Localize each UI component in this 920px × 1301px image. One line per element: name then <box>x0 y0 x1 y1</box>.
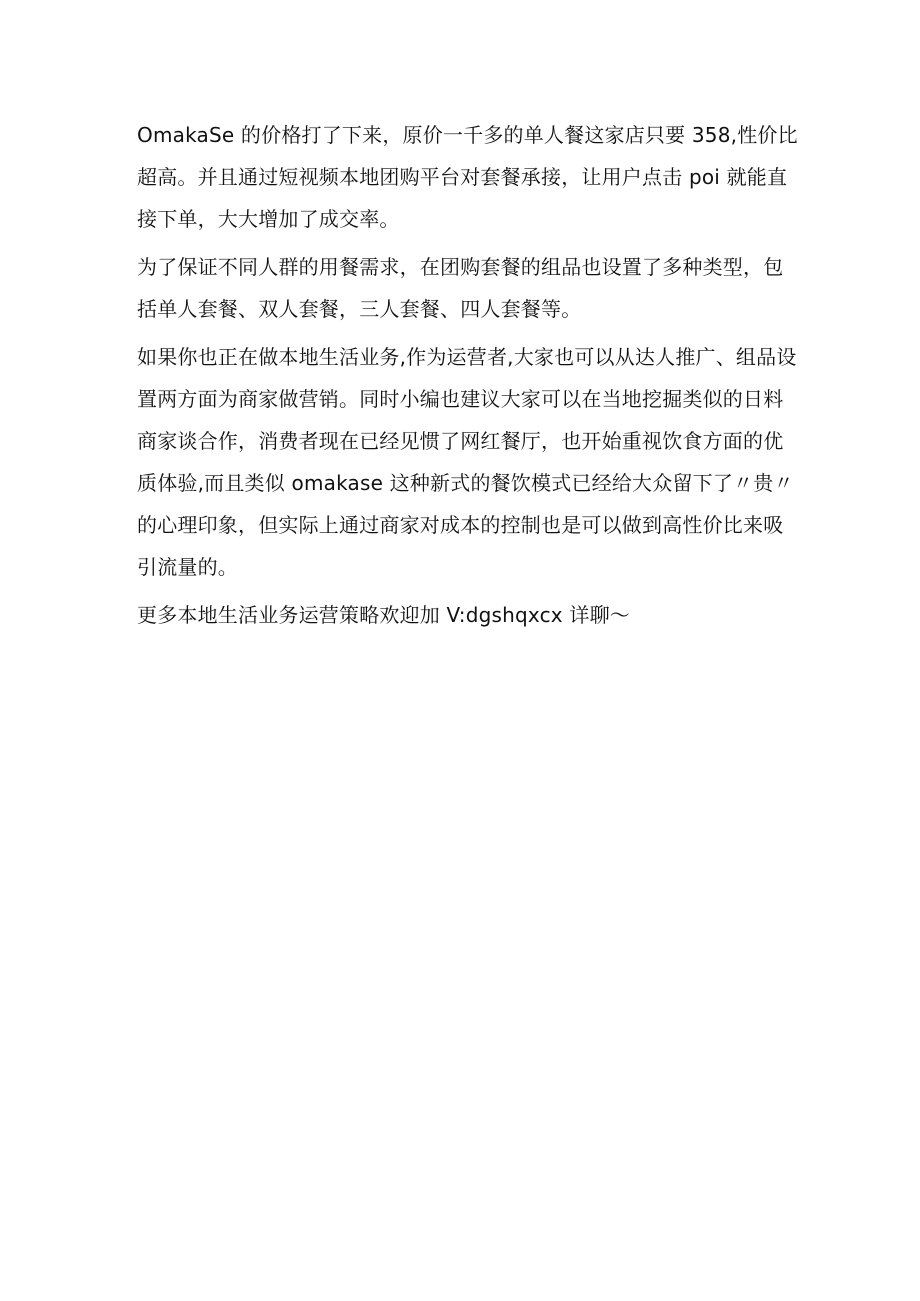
paragraph-omakase-pricing <box>137 114 798 240</box>
text-line: 更多本地生活业务运营策略欢迎加 V:dgshqxcx 详聊〜 <box>137 603 631 627</box>
text-line: 如果你也正在做本地生活业务,作为运营者,大家也可以从达人推广、组品设 <box>137 345 797 369</box>
paragraph-contact <box>137 594 789 636</box>
paragraph-package-types <box>137 246 789 330</box>
text-line: 质体验,而且类似 omakase 这种新式的餐饮模式已经给大众留下了〃贵〃 <box>137 471 794 495</box>
text-line: 置两方面为商家做营销。同时小编也建议大家可以在当地挖掘类似的日料 <box>137 387 784 411</box>
text-line: 为了保证不同人群的用餐需求，在团购套餐的组品也设置了多种类型，包 <box>137 255 784 279</box>
text-line: 引流量的。 <box>137 555 238 579</box>
text-line: 的心理印象，但实际上通过商家对成本的控制也是可以做到高性价比来吸 <box>137 513 784 537</box>
paragraph-operator-advice <box>137 336 797 588</box>
document-body <box>137 114 798 642</box>
text-line: OmakaSe 的价格打了下来，原价一千多的单人餐这家店只要 358,性价比 <box>137 123 798 147</box>
text-line: 接下单，大大增加了成交率。 <box>137 207 400 231</box>
text-line: 商家谈合作，消费者现在已经见惯了网红餐厅，也开始重视饮食方面的优 <box>137 429 784 453</box>
text-line: 括单人套餐、双人套餐，三人套餐、四人套餐等。 <box>137 297 582 321</box>
text-line: 超高。并且通过短视频本地团购平台对套餐承接，让用户点击 poi 就能直 <box>137 165 788 189</box>
